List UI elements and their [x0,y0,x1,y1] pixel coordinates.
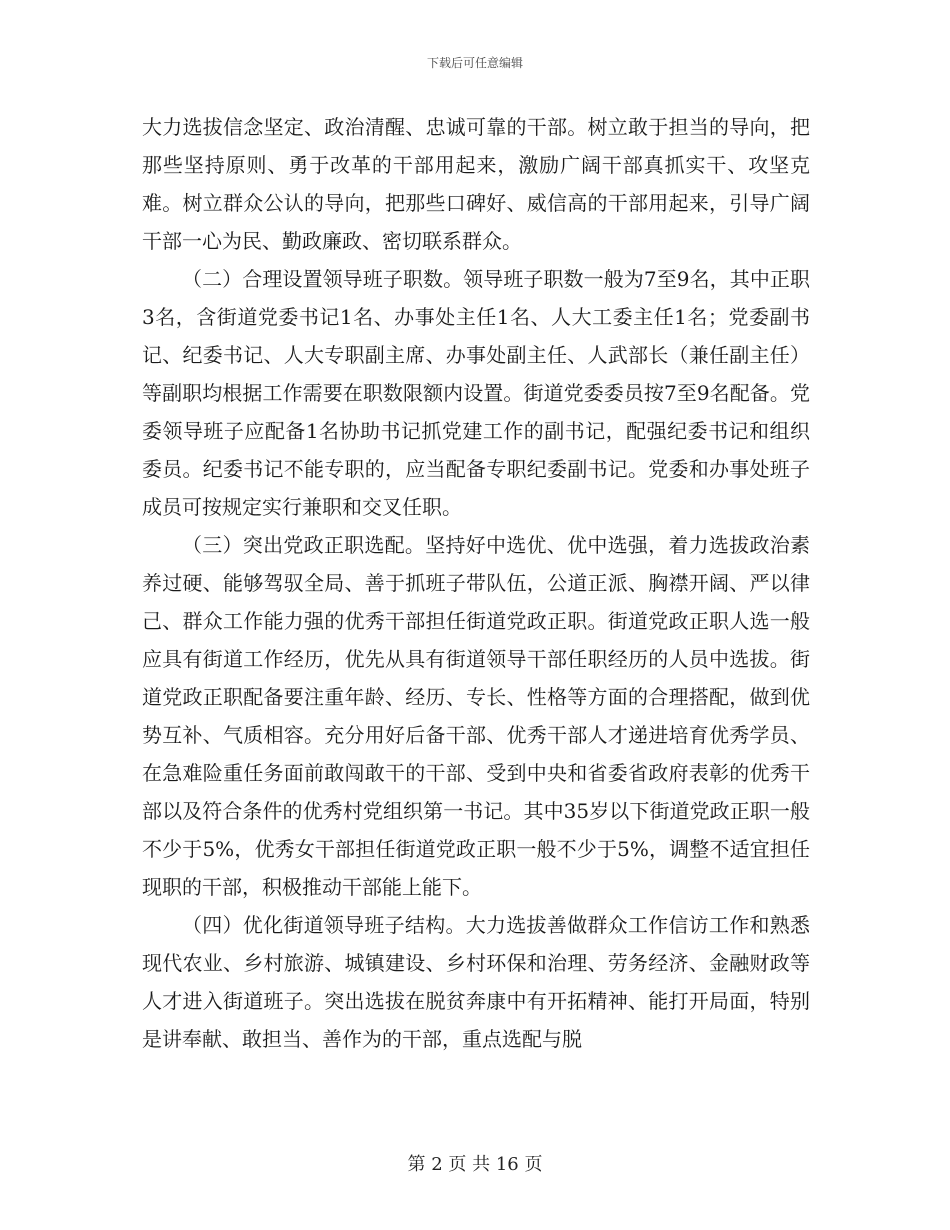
header-note: 下载后可任意编辑 [426,56,523,70]
paragraph-continuation: 大力选拔信念坚定、政治清醒、忠诚可靠的干部。树立敢于担当的导向，把那些坚持原则、勇于改革的干部用起来，激励广阔干部真抓实干、攻坚克难。树立群众公认的导向，把那些口碑好、威信高的干部用起来，引导广阔干部一心为民、勤政廉政、密切联系群众。 [142,115,810,253]
document-body [142,108,810,1058]
page-footer [0,1150,950,1176]
page-number-label: 第 2 页 共 16 页 [407,1154,543,1175]
paragraph-section-2: （二）合理设置领导班子职数。领导班子职数一般为7至9名，其中正职3名，含街道党委书记1名、办事处主任1名、人大工委主任1名；党委副书记、纪委书记、人大专职副主席、办事处副主任、人武部长（兼任副主任）等副职均根据工作需要在职数限额内设置。街道党委委员按7至9名配备。党委领导班子应配备1名协助书记抓党建工作的副书记，配强纪委书记和组织委员。纪委书记不能专职的，应当配备专职纪委副书记。党委和办事处班子成员可按规定实行兼职和交叉任职。 [142,267,810,519]
paragraph-section-3: （三）突出党政正职选配。坚持好中选优、优中选强，着力选拔政治素养过硬、能够驾驭全局、善于抓班子带队伍，公道正派、胸襟开阔、严以律己、群众工作能力强的优秀干部担任街道党政正职。街道党政正职人选一般应具有街道工作经历，优先从具有街道领导干部任职经历的人员中选拔。街道党政正职配备要注重年龄、经历、专长、性格等方面的合理搭配，做到优势互补、气质相容。充分用好后备干部、优秀干部人才递进培育优秀学员、在急难险重任务面前敢闯敢干的干部、受到中央和省委省政府表彰的优秀干部以及符合条件的优秀村党组织第一书记。其中35岁以下街道党政正职一般不少于5%，优秀女干部担任街道党政正职一般不少于5%，调整不适宜担任现职的干部，积极推动干部能上能下。 [142,533,810,899]
paragraph-section-4: （四）优化街道领导班子结构。大力选拔善做群众工作信访工作和熟悉现代农业、乡村旅游、城镇建设、乡村环保和治理、劳务经济、金融财政等人才进入街道班子。突出选拔在脱贫奔康中有开拓精神、能打开局面，特别是讲奉献、敢担当、善作为的干部，重点选配与脱 [142,913,810,1051]
page-header [0,54,950,71]
